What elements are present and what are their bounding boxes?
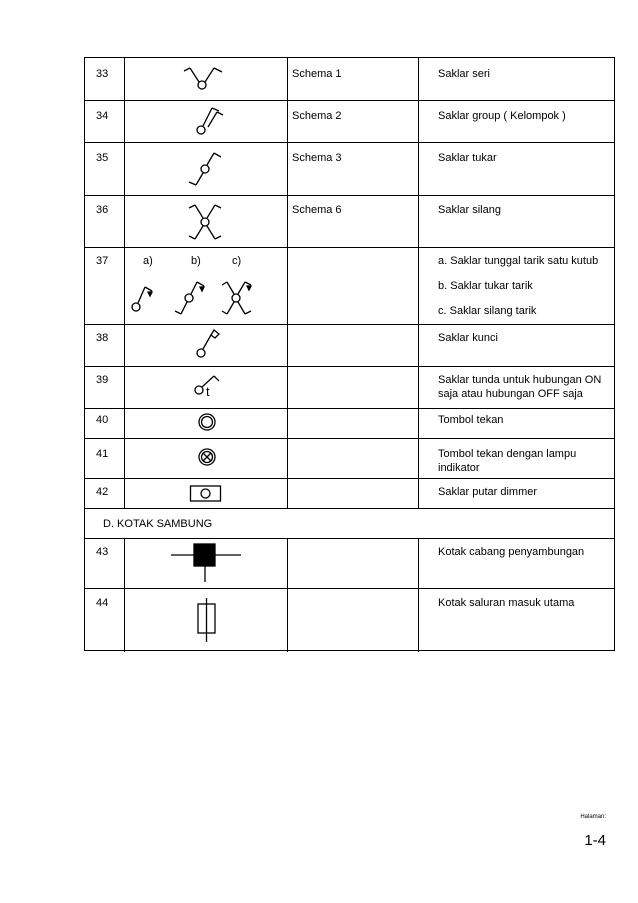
row-number: 34 bbox=[96, 110, 109, 122]
col-divider bbox=[287, 538, 288, 652]
row-number: 42 bbox=[96, 486, 109, 498]
row-description-c: c. Saklar silang tarik bbox=[438, 305, 537, 317]
row-description: Saklar seri bbox=[438, 68, 490, 80]
row-number: 36 bbox=[96, 204, 109, 216]
row-schema: Schema 1 bbox=[292, 68, 342, 80]
row-schema: Schema 3 bbox=[292, 152, 342, 164]
row-number: 37 bbox=[96, 255, 109, 267]
saklar-silang-icon bbox=[185, 197, 229, 245]
section-title: D. KOTAK SAMBUNG bbox=[103, 518, 213, 530]
saklar-dimmer-icon bbox=[189, 483, 223, 505]
row-divider bbox=[85, 408, 614, 409]
row-divider bbox=[85, 588, 614, 589]
row-number: 41 bbox=[96, 448, 109, 460]
kotak-cabang-icon bbox=[169, 542, 245, 584]
row-divider bbox=[85, 438, 614, 439]
row-description: Saklar group ( Kelompok ) bbox=[438, 110, 566, 122]
row-description: Kotak saluran masuk utama bbox=[438, 597, 575, 609]
row-number: 44 bbox=[96, 597, 109, 609]
row-divider bbox=[85, 100, 614, 101]
col-divider bbox=[418, 538, 419, 652]
row-description: Tombol tekan dengan lampu indikator bbox=[438, 448, 577, 474]
row-description: Saklar kunci bbox=[438, 332, 498, 344]
row-divider bbox=[85, 247, 614, 248]
saklar-tunda-icon bbox=[190, 368, 230, 406]
row-number: 35 bbox=[96, 152, 109, 164]
col-divider bbox=[418, 58, 419, 508]
row-description: Kotak cabang penyambungan bbox=[438, 546, 585, 558]
saklar-kunci-icon bbox=[190, 326, 230, 364]
row-number: 40 bbox=[96, 414, 109, 426]
row-divider bbox=[85, 508, 614, 509]
col-divider bbox=[124, 538, 125, 652]
sub-label-a: a) bbox=[143, 255, 153, 267]
row-number: 33 bbox=[96, 68, 109, 80]
row-description-b: b. Saklar tukar tarik bbox=[438, 280, 533, 292]
row-divider bbox=[85, 142, 614, 143]
row-description: Saklar putar dimmer bbox=[438, 486, 538, 498]
row-divider bbox=[85, 324, 614, 325]
row-description: Tombol tekan bbox=[438, 414, 504, 426]
row-number: 43 bbox=[96, 546, 109, 558]
sub-label-b: b) bbox=[191, 255, 201, 267]
col-divider bbox=[287, 58, 288, 508]
saklar-seri-icon bbox=[180, 63, 230, 97]
sub-label-c: c) bbox=[232, 255, 242, 267]
symbol-table bbox=[84, 57, 615, 651]
row-description: Saklar tunda untuk hubungan ON saja atau hubungan OFF saja bbox=[438, 374, 602, 400]
row-schema: Schema 2 bbox=[292, 110, 342, 122]
row-divider bbox=[85, 366, 614, 367]
row-description: Saklar silang bbox=[438, 204, 501, 216]
tombol-tekan-icon bbox=[195, 410, 219, 434]
saklar-tarik-icon bbox=[125, 276, 287, 322]
tunda-letter: t bbox=[206, 384, 210, 399]
row-description: Saklar tukar bbox=[438, 152, 497, 164]
row-number: 39 bbox=[96, 374, 109, 386]
saklar-tukar-icon bbox=[185, 146, 229, 192]
kotak-saluran-masuk-icon bbox=[193, 592, 221, 648]
row-schema: Schema 6 bbox=[292, 204, 342, 216]
row-divider bbox=[85, 538, 614, 539]
tombol-lampu-icon bbox=[195, 445, 219, 469]
row-divider bbox=[85, 478, 614, 479]
saklar-group-icon bbox=[190, 102, 230, 142]
row-divider bbox=[85, 195, 614, 196]
row-number: 38 bbox=[96, 332, 109, 344]
page-number: 1-4 bbox=[584, 832, 606, 849]
row-description-a: a. Saklar tunggal tarik satu kutub bbox=[438, 255, 599, 267]
page-label: Halaman: bbox=[580, 814, 606, 820]
